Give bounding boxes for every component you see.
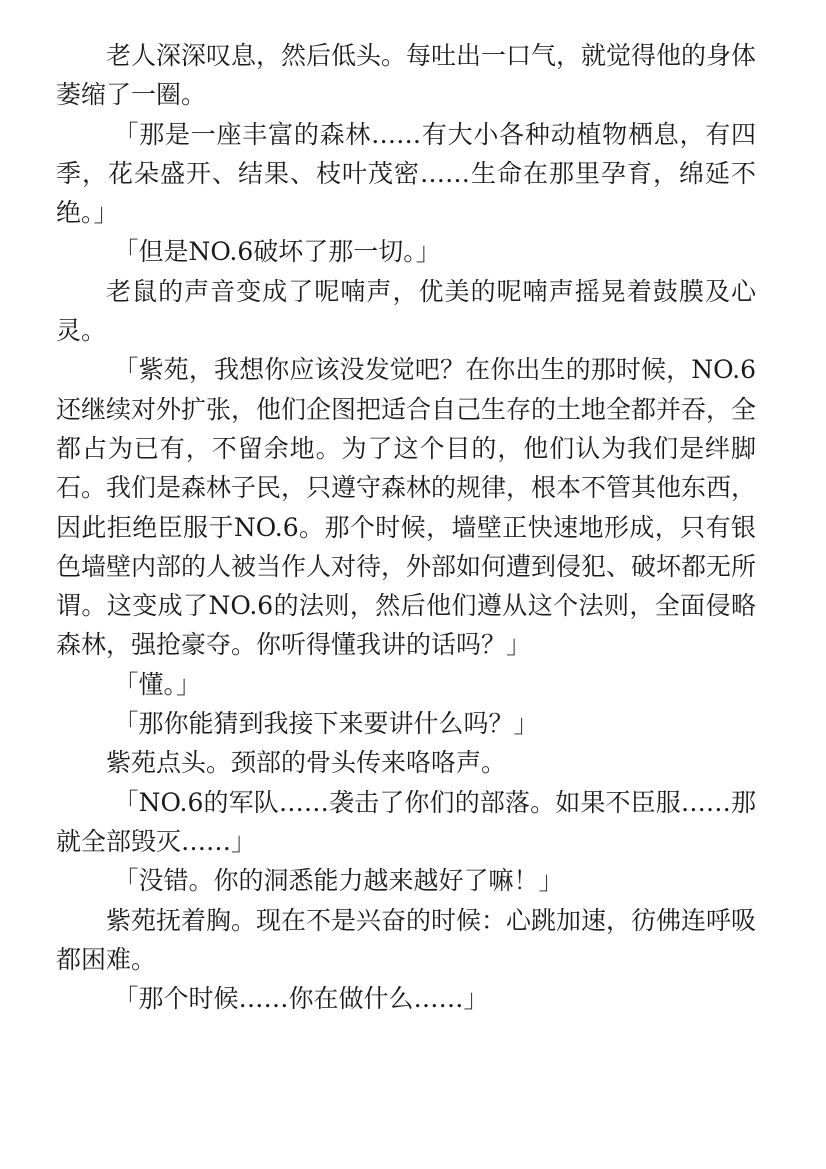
paragraph-7: 「那你能猜到我接下来要讲什么吗？」 [113, 709, 539, 739]
paragraph-1: 老人深深叹息，然后低头。每吐出一口气，就觉得他的身体萎缩了一圈。 [56, 41, 757, 110]
paragraph-5: 「紫苑，我想你应该没发觉吧？在你出生的那时候，NO.6还继续对外扩张，他们企图把适合自己生存的土地全都并吞，全都占为已有，不留余地。为了这个目的，他们认为我们是绊脚石。我们是森林子民，只遵守森林的规律，根本不管其他东西，因此拒绝臣服于NO.6。那个时候，墙壁正快速地形成，只有银色墙壁内部的人被当作人对待，外部如何遭到侵犯、破坏都无所谓。这变成了NO.6的法则，然后他们遵从这个法则，全面侵略森林，强抢豪夺。你听得懂我讲的话吗？」 [56, 355, 757, 660]
paragraph-6: 「懂。」 [113, 669, 202, 699]
book-page [56, 36, 756, 1018]
paragraph-4: 老鼠的声音变成了呢喃声，优美的呢喃声摇晃着鼓膜及心灵。 [56, 276, 756, 346]
paragraph-2: 「那是一座丰富的森林……有大小各种动植物栖息，有四季，花朵盛开、结果、枝叶茂密……生命在那里孕育，绵延不绝。」 [56, 119, 756, 228]
paragraph-8: 紫苑点头。颈部的骨头传来咯咯声。 [106, 748, 507, 778]
paragraph-9: 「NO.6的军队……袭击了你们的部落。如果不臣服……那就全部毁灭……」 [56, 787, 756, 856]
paragraph-10: 「没错。你的洞悉能力越来越好了嘛！」 [113, 866, 564, 896]
paragraph-11: 紫苑抚着胸。现在不是兴奋的时候：心跳加速，彷佛连呼吸都困难。 [56, 905, 757, 974]
paragraph-12: 「那个时候……你在做什么……」 [113, 984, 489, 1014]
paragraph-3: 「但是NO.6破坏了那一切。」 [113, 237, 441, 267]
